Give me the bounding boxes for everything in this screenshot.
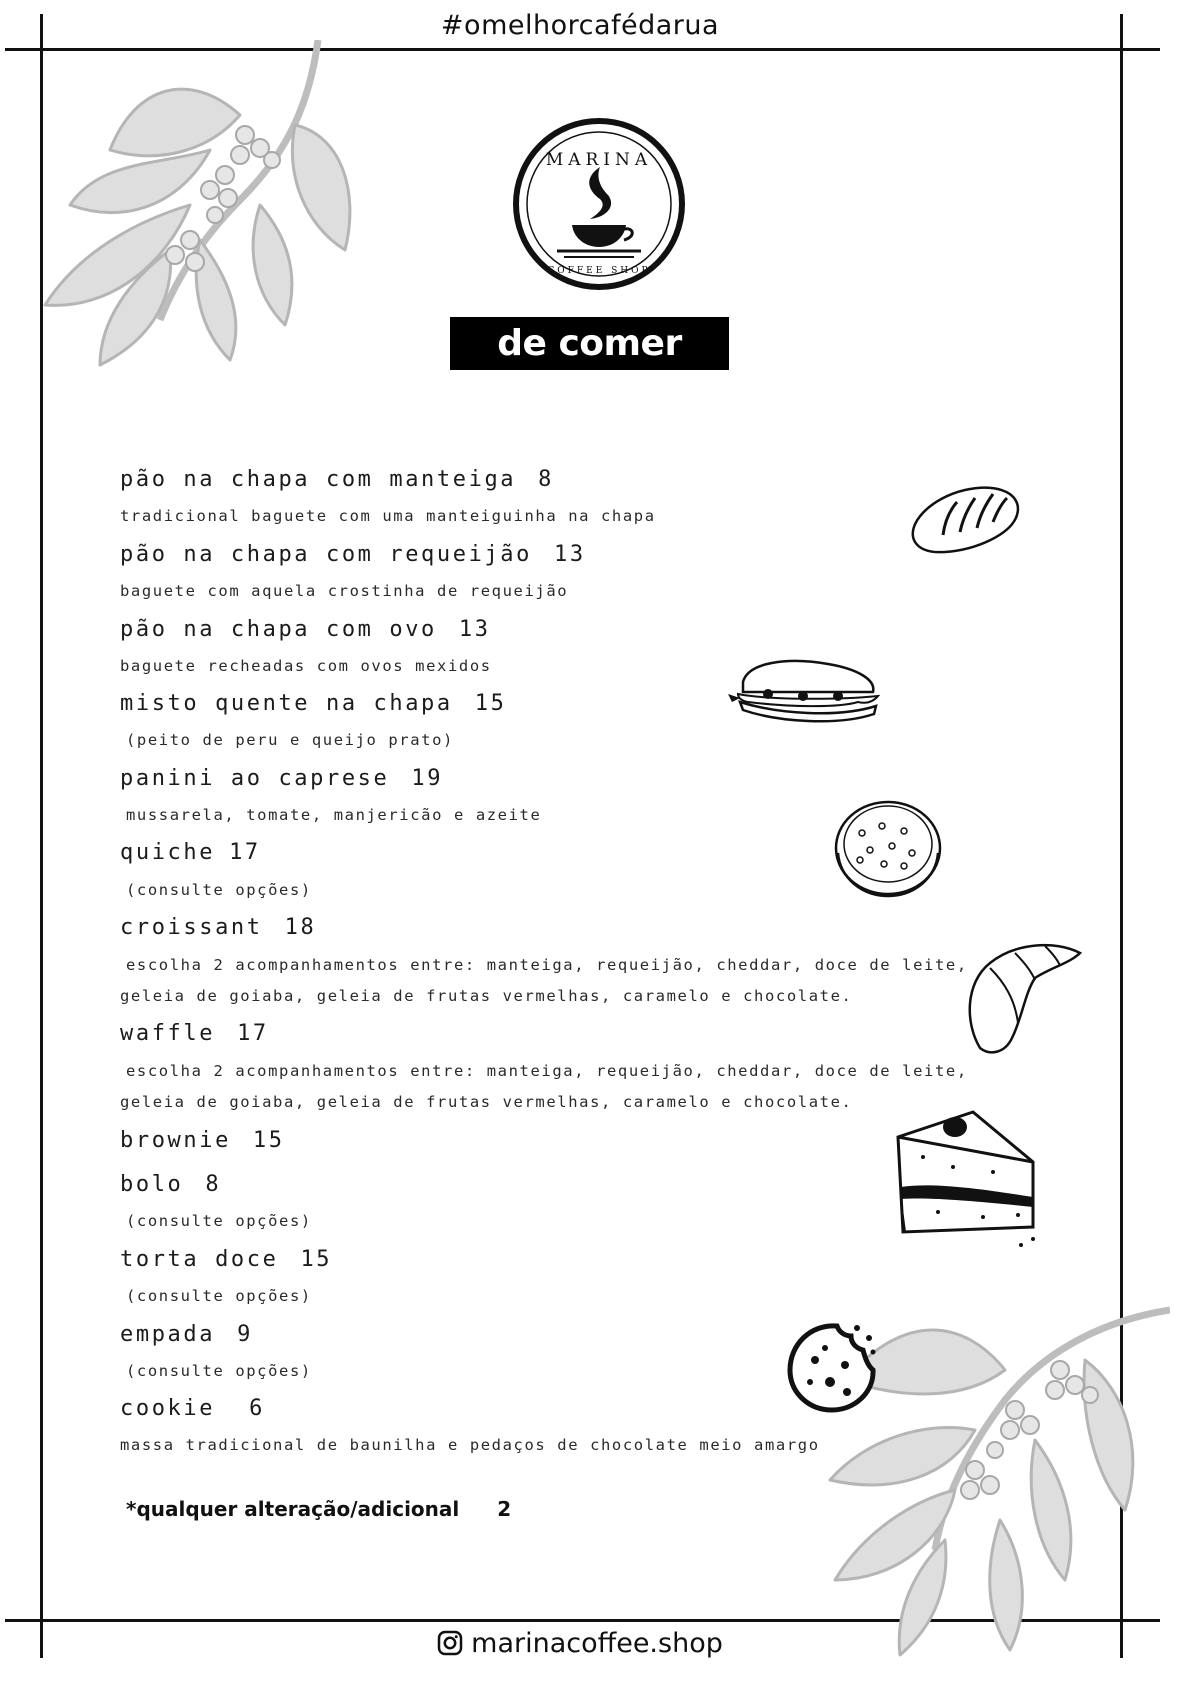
- section-title-banner: de comer: [450, 317, 729, 370]
- marina-coffee-logo: [512, 117, 686, 291]
- menu-item-price: 15: [474, 691, 507, 716]
- coffee-branch-icon: [40, 40, 370, 400]
- menu-item: [120, 1021, 269, 1046]
- cookie-icon: [785, 1320, 880, 1415]
- instagram-handle[interactable]: marinacoffee.shop: [471, 1628, 723, 1659]
- menu-item-name: croissant: [120, 915, 263, 940]
- menu-item: [120, 542, 586, 567]
- menu-item-price: 13: [458, 617, 491, 642]
- menu-item-price: 15: [252, 1128, 285, 1153]
- menu-item-description: baguete recheadas com ovos mexidos: [120, 657, 492, 675]
- menu-item-description: mussarela, tomate, manjericão e azeite: [126, 806, 542, 824]
- menu-item: [120, 840, 261, 865]
- menu-item: [120, 766, 443, 791]
- extras-note: [126, 1497, 511, 1521]
- menu-item: [120, 1396, 265, 1421]
- menu-item-name: panini ao caprese: [120, 766, 390, 791]
- menu-item-price: 8: [538, 467, 554, 492]
- menu-item-price: 19: [411, 766, 444, 791]
- menu-item-price: 17: [229, 840, 261, 865]
- cake-slice-icon: [893, 1107, 1043, 1252]
- menu-item: [120, 915, 316, 940]
- menu-item: [120, 691, 506, 716]
- menu-item-description-line2: geleia de goiaba, geleia de frutas vermelhas, caramelo e chocolate.: [120, 987, 853, 1005]
- menu-item: [120, 467, 554, 492]
- menu-item-name: torta doce: [120, 1247, 279, 1272]
- menu-item-price: 9: [237, 1322, 253, 1347]
- footer-instagram: [0, 1628, 1160, 1659]
- menu-item-description: massa tradicional de baunilha e pedaços de chocolate meio amargo: [120, 1436, 820, 1454]
- menu-item-description: tradicional baguete com uma manteiguinha na chapa: [120, 507, 656, 525]
- menu-item-name: empada: [120, 1322, 216, 1347]
- menu-item-name: quiche: [120, 840, 216, 865]
- menu-item-name: brownie: [120, 1128, 231, 1153]
- menu-item-description: (consulte opções): [126, 1287, 312, 1305]
- menu-item-description: escolha 2 acompanhamentos entre: manteiga, requeijão, cheddar, doce de leite,: [126, 956, 968, 974]
- menu-item-price: 17: [237, 1021, 269, 1046]
- menu-item-description: (consulte opções): [126, 1212, 312, 1230]
- instagram-icon: [437, 1630, 463, 1656]
- menu-item-price: 8: [205, 1172, 222, 1197]
- header-hashtag: #omelhorcafédarua: [440, 10, 720, 41]
- croissant-icon: [960, 938, 1085, 1058]
- menu-item-name: pão na chapa com ovo: [120, 617, 437, 642]
- menu-item: [120, 1128, 285, 1153]
- menu-item: [120, 617, 491, 642]
- menu-item-name: cookie: [120, 1396, 216, 1421]
- menu-item-name: pão na chapa com requeijão: [120, 542, 532, 567]
- menu-item-description: (consulte opções): [126, 881, 312, 899]
- menu-item-description-line2: geleia de goiaba, geleia de frutas vermelhas, caramelo e chocolate.: [120, 1093, 853, 1111]
- bread-loaf-icon: [905, 480, 1025, 560]
- menu-item-description: baguete com aquela crostinha de requeijão: [120, 582, 569, 600]
- menu-item-name: pão na chapa com manteiga: [120, 467, 517, 492]
- menu-item: [120, 1247, 332, 1272]
- extras-note-price: 2: [497, 1497, 512, 1521]
- menu-item-name: waffle: [120, 1021, 216, 1046]
- quiche-icon: [832, 798, 944, 903]
- menu-item-description: (peito de peru e queijo prato): [126, 731, 454, 749]
- extras-note-label: *qualquer alteração/adicional: [126, 1497, 460, 1521]
- menu-item-price: 6: [249, 1396, 265, 1421]
- menu-item: [120, 1172, 221, 1197]
- menu-item-price: 15: [300, 1247, 333, 1272]
- menu-item-name: misto quente na chapa: [120, 691, 453, 716]
- menu-item-name: bolo: [120, 1172, 184, 1197]
- sandwich-icon: [728, 652, 883, 732]
- menu-item: [120, 1322, 253, 1347]
- menu-item-description: (consulte opções): [126, 1362, 312, 1380]
- menu-item-description: escolha 2 acompanhamentos entre: manteiga, requeijão, cheddar, doce de leite,: [126, 1062, 968, 1080]
- logo-name: MARINA: [545, 150, 653, 170]
- menu-item-price: 13: [553, 542, 586, 567]
- menu-item-price: 18: [284, 915, 317, 940]
- logo-subtitle: COFFEE SHOP: [547, 266, 651, 276]
